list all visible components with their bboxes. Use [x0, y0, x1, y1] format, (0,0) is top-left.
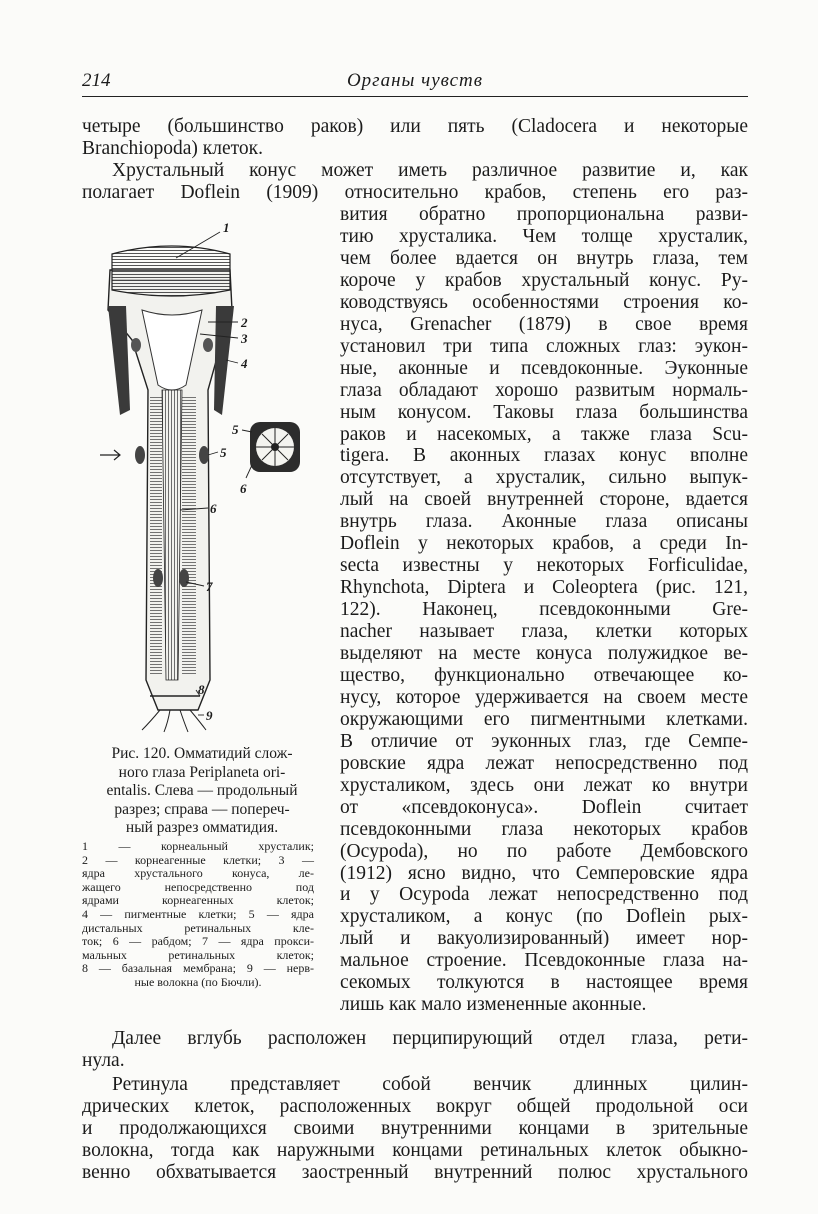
legend-line: дистальных ретинальных кле- [82, 920, 314, 935]
cross-section [250, 422, 300, 472]
figure-label: 5 [220, 445, 227, 460]
caption-line: ный разрез омматидия. [125, 819, 279, 836]
nucleus [131, 338, 141, 352]
text-line: чем более вдается он внутрь глаза, тем [340, 247, 748, 269]
text-line: вития обратно пропорциональна разви- [340, 204, 748, 225]
text-line: secta известны у некоторых Forficulidae, [340, 555, 748, 577]
legend-line: ядрами корнеагенных клеток; [82, 893, 314, 908]
text-line: нусу, которое удерживается на своем месте [340, 686, 748, 708]
text-line: лый на своей внутренней стороне, вдается [340, 489, 748, 511]
text-line: Rhynchota, Diptera и Coleoptera (рис. 121, [340, 577, 748, 599]
text-line: секомых толкуются в настоящее время [340, 972, 748, 994]
paragraph-first-line: Ретинула представляет собой венчик длинных цилин- [112, 1074, 748, 1095]
legend-line: ные волокна (по Бючли). [134, 975, 262, 989]
figure-label: 6 [240, 481, 247, 496]
text-line: (Ocypoda), но по работе Дембовского [340, 840, 748, 862]
arrow-icon [100, 450, 120, 460]
paragraph-first-line: Далее вглубь расположен перципирующий отдел глаза, рети- [112, 1028, 748, 1049]
legend-line: ядра хрустального конуса, ле- [82, 866, 314, 881]
rhabdom [162, 390, 182, 680]
text-line: мальное строение. Псевдоконные глаза на- [340, 950, 748, 972]
figure-label: 9 [206, 708, 213, 723]
text-line: нула. [82, 1050, 125, 1071]
figure-label: 2 [241, 315, 248, 330]
legend-line: ток; 6 — рабдом; 7 — ядра прокси- [82, 934, 314, 949]
text-line: полагает Doflein (1909) относительно крабов, степень его раз- [82, 182, 748, 203]
text-line: Doflein у некоторых крабов, а среди In- [340, 533, 748, 555]
text-line: волокна, тогда как наружными концами ретинальных клеток обыкно- [82, 1140, 748, 1161]
text-line: лишь как мало измененные аконные. [340, 994, 647, 1016]
nucleus [199, 446, 209, 464]
legend-line: 2 — корнеагенные клетки; 3 — [82, 852, 314, 867]
legend-line: мальных ретинальных клеток; [82, 947, 314, 962]
text-line: tigera. В аконных глазах конус вполне [340, 445, 748, 467]
legend-line: 8 — базальная мембрана; 9 — нерв- [82, 961, 314, 976]
corneal-lens [112, 246, 230, 296]
legend-line: 4 — пигментные клетки; 5 — ядра [82, 907, 314, 921]
figure-label: 3 [241, 331, 248, 346]
running-title: Органы чувств [346, 70, 484, 91]
text-line: В отличие от эуконных глаз, где Семпе- [340, 730, 748, 752]
text-line: раков и насекомых, а также глаза Scu- [340, 423, 748, 445]
text-line: четыре (большинство раков) или пять (Cladocera и некоторые [82, 116, 748, 137]
text-line: (1912) ясно видно, что Семперовские ядра [340, 862, 748, 884]
text-line: и продолжающихся своими внутренними концами в зрительные [82, 1118, 748, 1139]
text-line: венно обхватывается заостренный внутренний полюс хрустального [82, 1162, 748, 1183]
nucleus [203, 338, 213, 352]
figure-label: 7 [206, 579, 213, 594]
figure-label: 1 [223, 220, 230, 235]
text-line: ководствуясь особенностями строения ко- [340, 291, 748, 313]
nucleus [179, 569, 189, 587]
text-line: ровские ядра лежат непосредственно под [340, 752, 748, 774]
text-line: тию хрусталика. Чем толще хрусталик, [340, 225, 748, 247]
figure-label: 8 [198, 682, 205, 697]
caption-line: ного глаза Periplaneta ori- [118, 763, 286, 781]
figure-label: 5 [232, 422, 239, 437]
text-line: ным конусом. Таковы глаза большинства [340, 401, 748, 423]
text-line: 122). Наконец, псевдоконными Gre- [340, 599, 748, 621]
text-line: нуса, Grenacher (1879) в свое время [340, 313, 748, 335]
text-line: дрических клеток, расположенных вокруг общей продольной оси [82, 1096, 748, 1117]
text-line: хрусталиком, здесь они лежат ко внутри [340, 774, 748, 796]
text-line: внутрь глаза. Аконные глаза описаны [340, 511, 748, 533]
running-header [82, 70, 748, 96]
text-line: окружающими его пигментными клетками. [340, 708, 748, 730]
text-line: Branchiopoda) клеток. [82, 138, 263, 159]
caption-line: разрез; справа — попереч- [114, 800, 290, 818]
text-line: псевдоконными глаза некоторых крабов [340, 818, 748, 840]
page-number: 214 [82, 70, 111, 91]
text-line: ные, аконные и псевдоконные. Эуконные [340, 357, 748, 379]
nerve-fibers [142, 710, 206, 732]
paragraph-first-line: Хрустальный конус может иметь различное развитие и, как [112, 160, 748, 181]
caption-line: Рис. 120. Омматидий слож- [111, 745, 293, 762]
text-line: установил три типа сложных глаз: эукон- [340, 335, 748, 357]
nucleus [135, 446, 145, 464]
caption-line: entalis. Слева — продольный [106, 782, 298, 799]
text-line: nacher называет глаза, клетки которых [340, 621, 748, 643]
text-line: отсутствует, а хрусталик, сильно выпук- [340, 467, 748, 489]
nucleus [153, 569, 163, 587]
figure-label: 4 [241, 356, 248, 371]
text-line: короче у крабов хрустальный конус. Ру- [340, 269, 748, 291]
header-rule [82, 96, 748, 97]
text-line: от «псевдоконуса». Doflein считает [340, 796, 748, 818]
text-line: щество, функционально отвечающее ко- [340, 664, 748, 686]
text-line: глаза обладают хорошо развитым нормаль- [340, 379, 748, 401]
text-line: лый и вакуолизированный) имеет нор- [340, 928, 748, 950]
text-line: и у Ocypoda лежат непосредственно под [340, 884, 748, 906]
ommatidium-figure [80, 210, 350, 740]
text-line: выделяют на месте конуса полужидкое ве- [340, 643, 748, 664]
legend-line: 1 — корнеальный хрусталик; [82, 839, 314, 853]
figure-label: 6 [210, 501, 217, 516]
legend-line: жащего непосредственно под [82, 879, 314, 894]
text-line: хрусталиком, а конус (по Doflein рых- [340, 906, 748, 928]
